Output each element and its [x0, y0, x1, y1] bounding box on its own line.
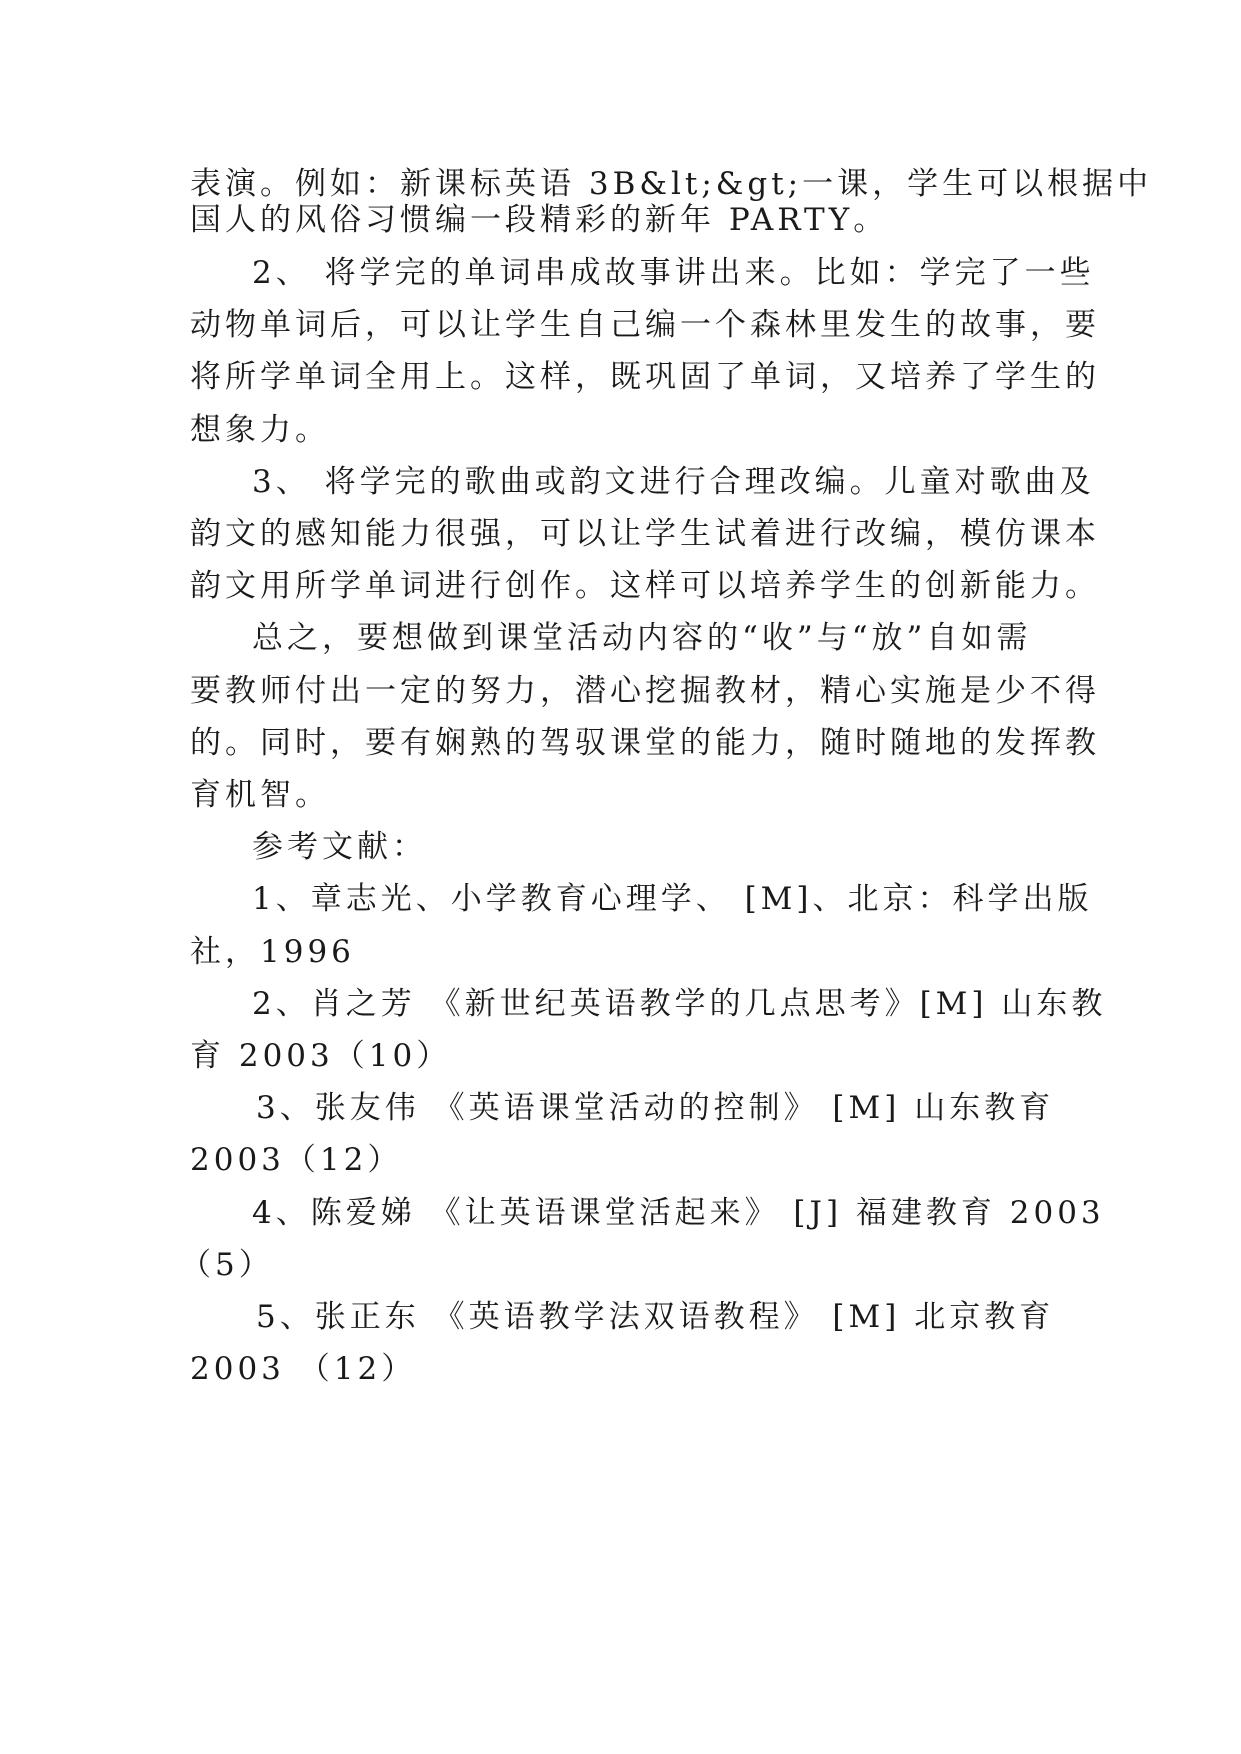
paragraph-line: 育机智。	[190, 777, 330, 813]
list-item-3-line: 3、 将学完的歌曲或韵文进行合理改编。儿童对歌曲及	[252, 464, 1095, 500]
reference-4: 4、陈爱娣 《让英语课堂活起来》 [J] 福建教育 2003	[252, 1195, 1105, 1231]
paragraph-line: 要教师付出一定的努力，潜心挖掘教材，精心实施是少不得	[190, 673, 1100, 709]
paragraph-line: 表演。例如：新课标英语 3B&lt;&gt;一课，学生可以根据中	[190, 166, 1153, 202]
paragraph-line: 的。同时，要有娴熟的驾驭课堂的能力，随时随地的发挥教	[190, 725, 1100, 761]
reference-3: 3、张友伟 《英语课堂活动的控制》 [M] 山东教育	[256, 1090, 1055, 1126]
paragraph-line: 想象力。	[190, 412, 330, 448]
reference-2: 2、肖之芳 《新世纪英语教学的几点思考》[M] 山东教	[252, 986, 1107, 1022]
paragraph-line: 将所学单词全用上。这样，既巩固了单词，又培养了学生的	[190, 359, 1100, 395]
paragraph-line: 动物单词后，可以让学生自己编一个森林里发生的故事，要	[190, 307, 1100, 343]
paragraph-line: 韵文的感知能力很强，可以让学生试着进行改编，模仿课本	[190, 516, 1100, 552]
reference-1: 1、章志光、小学教育心理学、 [M]、北京：科学出版	[252, 881, 1093, 917]
conclusion-line: 总之，要想做到课堂活动内容的“收”与“放”自如需	[252, 620, 1032, 656]
reference-4-cont: （5）	[180, 1247, 274, 1283]
reference-3-cont: 2003（12）	[190, 1142, 403, 1178]
references-heading: 参考文献：	[252, 829, 427, 865]
paragraph-line: 韵文用所学单词进行创作。这样可以培养学生的创新能力。	[190, 568, 1100, 604]
reference-5-cont: 2003 （12）	[190, 1351, 417, 1387]
list-item-2-line: 2、 将学完的单词串成故事讲出来。比如：学完了一些	[252, 255, 1095, 291]
paragraph-line: 国人的风俗习惯编一段精彩的新年 PARTY。	[190, 202, 889, 238]
reference-5: 5、张正东 《英语教学法双语教程》 [M] 北京教育	[256, 1299, 1055, 1335]
reference-2-cont: 育 2003（10）	[190, 1038, 452, 1074]
reference-1-cont: 社，1996	[190, 934, 355, 970]
